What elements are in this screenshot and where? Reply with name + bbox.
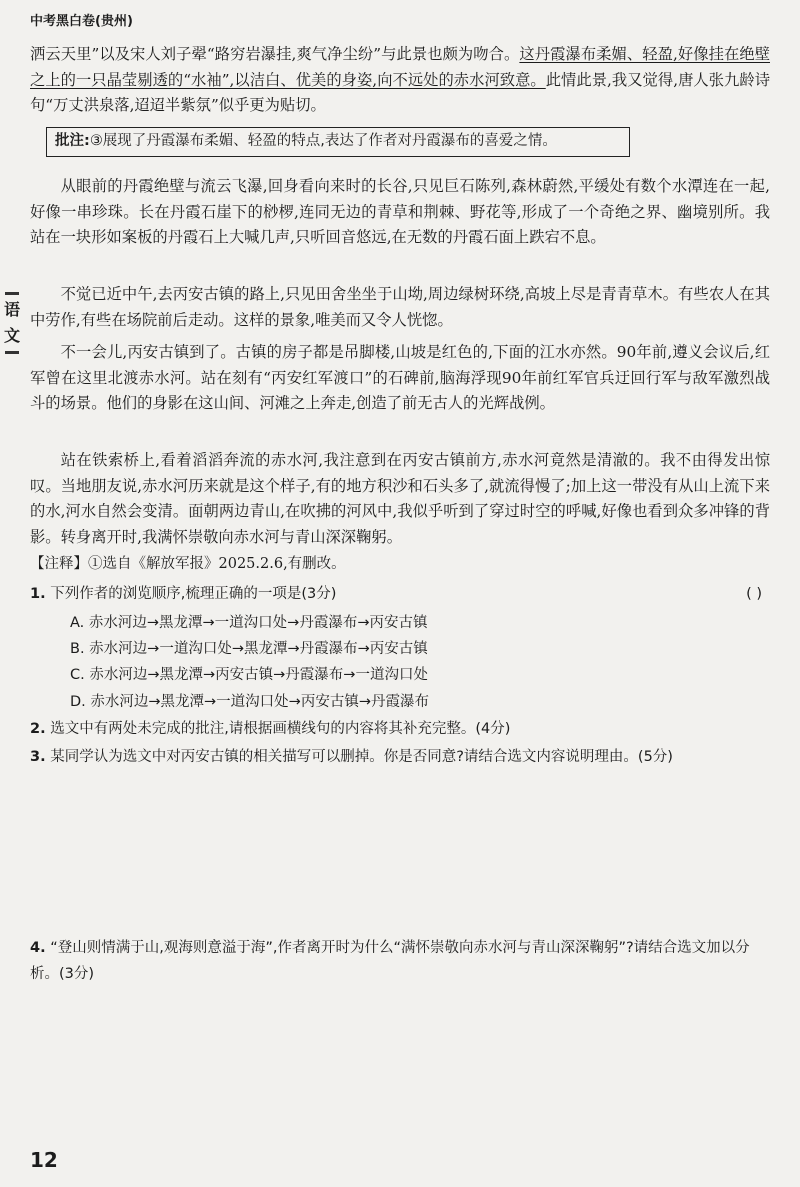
q4-text: “登山则情满于山,观海则意溢于海”,作者离开时为什么“满怀崇敬向赤水河与青山深深鞠躬”?请结合选文加以分析。(3分) — [30, 940, 750, 982]
page-number: 12 — [30, 1148, 58, 1172]
option-d[interactable]: D. 赤水河边→黑龙潭→一道沟口处→丙安古镇→丹霞瀑布 — [70, 694, 429, 710]
q4-number: 4. — [30, 940, 46, 956]
p0-text-b: 此情此景,我又觉得,唐人张九龄诗句“万丈洪泉落,迢迢半紫氛”似乎更为贴切。 — [30, 70, 770, 114]
tab-bar-bottom — [5, 351, 19, 354]
tab-bar-top — [5, 292, 19, 295]
annotation-box — [46, 127, 630, 157]
passage-paragraph-0 — [30, 42, 770, 119]
question-2 — [30, 718, 770, 740]
header-title: 中考黑白卷(贵州) — [30, 14, 133, 29]
q1-answer-paren[interactable]: ( ) — [746, 586, 762, 602]
q3-number: 3. — [30, 749, 46, 765]
subject-side-tab — [0, 290, 24, 356]
q1-text: 下列作者的浏览顺序,梳理正确的一项是(3分) — [50, 586, 337, 602]
q1-number: 1. — [30, 586, 46, 602]
side-tab-char-1: 语 — [3, 300, 20, 319]
q2-number: 2. — [30, 721, 46, 737]
question-4 — [30, 935, 770, 987]
annotation-label: 批注: — [55, 133, 90, 149]
p0-underlined-sentence: 这丹霞瀑布柔媚、轻盈,好像挂在绝壁之上的一只晶莹剔透的“水袖”,以洁白、优美的身姿,向不远处的赤水河致意。 — [30, 45, 770, 89]
question-1 — [30, 583, 770, 605]
passage-paragraph-4: 站在铁索桥上,看着滔滔奔流的赤水河,我注意到在丙安古镇前方,赤水河竟然是清澈的。我不由得发出惊叹。当地朋友说,赤水河历来就是这个样子,有的地方积沙和石头多了,就流得慢了;加上这一带没有从山上流下来的水,河水自然会变清。面朝两边青山,在吹拂的河风中,我似乎听到了穿过时空的呼喊,好像也看到众多冲锋的背影。转身离开时,我满怀崇敬向赤水河与青山深深鞠躬。 — [30, 451, 770, 546]
q2-text: 选文中有两处未完成的批注,请根据画横线句的内容将其补充完整。(4分) — [50, 721, 511, 737]
annotation-text: ③展现了丹霞瀑布柔媚、轻盈的特点,表达了作者对丹霞瀑布的喜爱之情。 — [89, 133, 557, 149]
passage-paragraph-3: 不一会儿,丙安古镇到了。古镇的房子都是吊脚楼,山坡是红色的,下面的江水亦然。90年前,遵义会议后,红军曾在这里北渡赤水河。站在刻有“丙安红军渡口”的石碑前,脑海浮现90年前红军官兵迂回行军与敌军激烈战斗的场景。他们的身影在这山间、河滩之上奔走,创造了前无古人的光辉战例。 — [30, 343, 770, 412]
side-tab-char-2: 文 — [3, 326, 20, 345]
footnote: 【注释】①选自《解放军报》2025.2.6,有删改。 — [30, 556, 346, 572]
option-b[interactable]: B. 赤水河边→一道沟口处→黑龙潭→丹霞瀑布→丙安古镇 — [70, 641, 428, 657]
passage-paragraph-2: 不觉已近中午,去丙安古镇的路上,只见田舍坐坐于山坳,周边绿树环绕,高坡上尽是青青草木。有些农人在其中劳作,有些在场院前后走动。这样的景象,唯美而又令人恍惚。 — [30, 285, 770, 329]
option-a[interactable]: A. 赤水河边→黑龙潭→一道沟口处→丹霞瀑布→丙安古镇 — [70, 615, 428, 631]
q3-text: 某同学认为选文中对丙安古镇的相关描写可以删掉。你是否同意?请结合选文内容说明理由。(5分) — [50, 749, 673, 765]
option-c[interactable]: C. 赤水河边→黑龙潭→丙安古镇→丹霞瀑布→一道沟口处 — [70, 667, 428, 683]
passage-paragraph-1: 从眼前的丹霞绝壁与流云飞瀑,回身看向来时的长谷,只见巨石陈列,森林蔚然,平缓处有数个水潭连在一起,好像一串珍珠。长在丹霞石崖下的桫椤,连同无边的青草和荆棘、野花等,形成了一个奇绝之界、幽境别所。我站在一块形如案板的丹霞石上大喊几声,只听回音悠远,在无数的丹霞石面上跌宕不息。 — [30, 177, 770, 246]
p0-text-a: 洒云天里”以及宋人刘子翚“路穷岩瀑挂,爽气净尘纷”与此景也颇为吻合。 — [30, 45, 520, 63]
question-3 — [30, 746, 770, 768]
